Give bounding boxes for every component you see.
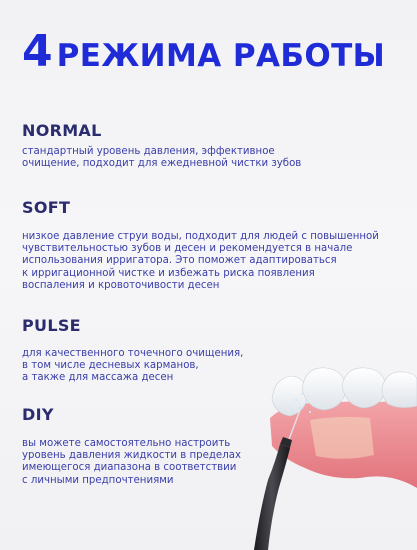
mode-desc-diy (22, 438, 241, 487)
mode-title-soft: SOFT (22, 198, 71, 217)
teeth-irrigator-illustration (250, 360, 417, 550)
desc-line: а также для массажа десен (22, 372, 174, 384)
desc-line: для качественного точечного очищения, (22, 348, 244, 359)
desc-line: чувствительностью зубов и десен и рекомендуется в начале (22, 243, 353, 255)
desc-line: низкое давление струи воды, подходит для людей с повышенной (22, 231, 379, 242)
desc-line: вы можете самостоятельно настроить (22, 438, 231, 449)
mode-desc-pulse (22, 348, 243, 385)
desc-line: в том числе десневых карманов, (22, 360, 199, 372)
desc-line: с личными предпочтениями (22, 474, 174, 486)
desc-line: стандартный уровень давления, эффективное (22, 146, 275, 157)
title-text: РЕЖИМА РАБОТЫ (56, 38, 386, 74)
page-title (22, 26, 386, 77)
mode-title-normal: NORMAL (22, 121, 102, 140)
mode-desc-normal (22, 146, 301, 170)
desc-line: использования ирригатора. Это поможет адаптироваться (22, 255, 337, 267)
desc-line: воспаления и кровоточивости десен (22, 279, 220, 291)
mode-desc-soft (22, 231, 379, 292)
desc-line: уровень давления жидкости в пределах (22, 450, 241, 462)
title-number: 4 (22, 26, 53, 77)
mode-title-pulse: PULSE (22, 316, 81, 335)
mode-title-diy: DIY (22, 405, 54, 424)
desc-line: имеющегося диапазона в соответствии (22, 462, 237, 474)
desc-line: очищение, подходит для ежедневной чистки зубов (22, 158, 302, 170)
desc-line: к ирригационной чистке и избежать риска появления (22, 267, 315, 279)
